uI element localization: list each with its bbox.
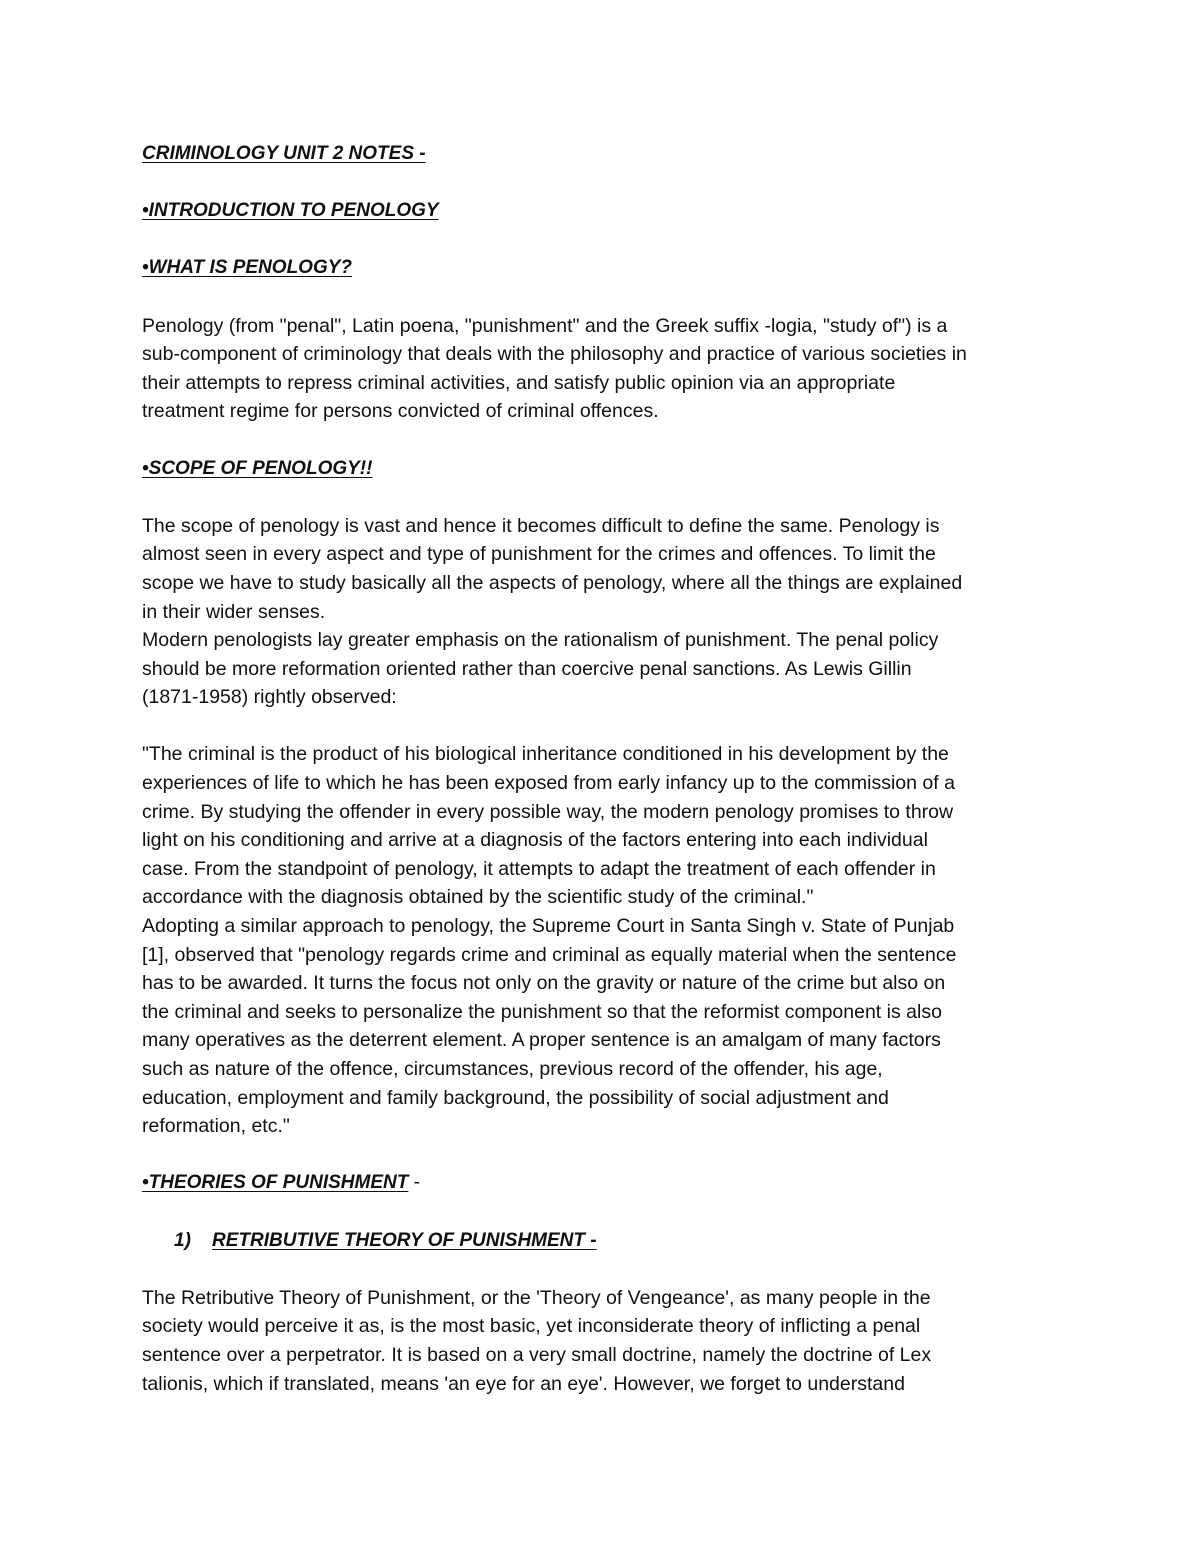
paragraph-line: Penology (from "penal", Latin poena, "punishment" and the Greek suffix -logia, "study of") is a bbox=[142, 314, 948, 337]
paragraph-line: accordance with the diagnosis obtained by the scientific study of the criminal." bbox=[142, 886, 814, 909]
paragraph-line: society would perceive it as, is the most basic, yet inconsiderate theory of inflicting a penal bbox=[142, 1315, 921, 1338]
paragraph-line: [1], observed that "penology regards crime and criminal as equally material when the sentence bbox=[142, 943, 957, 966]
paragraph-line: should be more reformation oriented rather than coercive penal sanctions. As Lewis Gillin bbox=[142, 657, 912, 680]
paragraph-line: crime. By studying the offender in every possible way, the modern penology promises to throw bbox=[142, 800, 954, 823]
retributive-heading-text: RETRIBUTIVE THEORY OF PUNISHMENT - bbox=[212, 1229, 597, 1251]
theories-heading-suffix: - bbox=[408, 1172, 420, 1194]
retributive-paragraph bbox=[142, 1284, 1067, 1398]
what-is-penology-paragraph bbox=[142, 312, 1067, 426]
paragraph-line: reformation, etc." bbox=[142, 1115, 290, 1138]
paragraph-line: case. From the standpoint of penology, it attempts to adapt the treatment of each offender in bbox=[142, 857, 936, 880]
paragraph-line: their attempts to repress criminal activities, and satisfy public opinion via an appropriate bbox=[142, 371, 896, 394]
paragraph-line: sub-component of criminology that deals with the philosophy and practice of various societies in bbox=[142, 343, 967, 366]
paragraph-line: The Retributive Theory of Punishment, or the 'Theory of Vengeance', as many people in the bbox=[142, 1286, 931, 1309]
paragraph-line: almost seen in every aspect and type of punishment for the crimes and offences. To limit the bbox=[142, 543, 936, 566]
paragraph-line: talionis, which if translated, means 'an eye for an eye'. However, we forget to understand bbox=[142, 1372, 905, 1395]
document-page bbox=[142, 140, 1067, 1398]
paragraph-line: The scope of penology is vast and hence it becomes difficult to define the same. Penology is bbox=[142, 514, 940, 537]
paragraph-line: education, employment and family background, the possibility of social adjustment and bbox=[142, 1086, 889, 1109]
paragraph-line: scope we have to study basically all the aspects of penology, where all the things are explained bbox=[142, 571, 963, 594]
paragraph-line: treatment regime for persons convicted of criminal offences. bbox=[142, 400, 659, 423]
scope-heading: •SCOPE OF PENOLOGY!! bbox=[142, 457, 373, 479]
paragraph-line: Adopting a similar approach to penology, the Supreme Court in Santa Singh v. State of Punjab bbox=[142, 915, 955, 938]
paragraph-line: sentence over a perpetrator. It is based on a very small doctrine, namely the doctrine of Lex bbox=[142, 1343, 932, 1366]
what-is-penology-heading: •WHAT IS PENOLOGY? bbox=[142, 257, 353, 279]
paragraph-line: Modern penologists lay greater emphasis on the rationalism of punishment. The penal policy bbox=[142, 629, 939, 652]
retributive-heading bbox=[142, 1227, 1067, 1256]
paragraph-line: "The criminal is the product of his biological inheritance conditioned in his development by the bbox=[142, 743, 949, 766]
theories-heading-text: •THEORIES OF PUNISHMENT bbox=[142, 1172, 409, 1194]
intro-heading: •INTRODUCTION TO PENOLOGY bbox=[142, 200, 439, 222]
paragraph-line: many operatives as the deterrent element. A proper sentence is an amalgam of many factors bbox=[142, 1029, 941, 1052]
paragraph-line: experiences of life to which he has been exposed from early infancy up to the commission of a bbox=[142, 772, 955, 795]
paragraph-line: has to be awarded. It turns the focus not only on the gravity or nature of the crime but also on bbox=[142, 972, 946, 995]
paragraph-line: light on his conditioning and arrive at a diagnosis of the factors entering into each individual bbox=[142, 829, 928, 852]
paragraph-line: in their wider senses. bbox=[142, 600, 326, 623]
theories-heading bbox=[142, 1169, 1067, 1198]
retributive-number: 1) bbox=[174, 1229, 191, 1251]
paragraph-line: (1871-1958) rightly observed: bbox=[142, 686, 397, 709]
quote-paragraph bbox=[142, 740, 1067, 1140]
scope-paragraph bbox=[142, 512, 1067, 712]
paragraph-line: such as nature of the offence, circumstances, previous record of the offender, his age, bbox=[142, 1058, 883, 1080]
document-title: CRIMINOLOGY UNIT 2 NOTES - bbox=[142, 143, 426, 164]
paragraph-line: the criminal and seeks to personalize the punishment so that the reformist component is also bbox=[142, 1000, 942, 1023]
